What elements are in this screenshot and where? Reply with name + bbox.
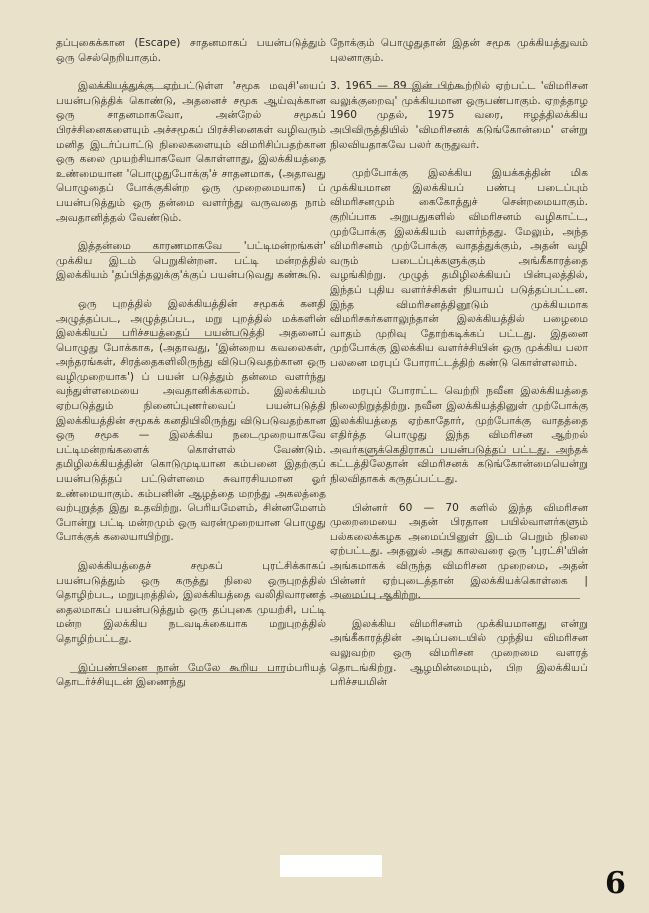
left-column [56, 36, 326, 704]
divider [70, 672, 285, 673]
divider [360, 455, 570, 456]
page-number: 6 [605, 866, 626, 901]
paragraph: இலக்கிய விமரிசனம் முக்கியமானது என்று அங்கீகாரத்தின் அடிப்படையில் முந்திய விமரிசன வலுவற்ற ஒரு விமரிசன முறைமை வளரத் தொடங்கிற்று. ஆழமின்மையும், பிற இலக்கியப் பரிச்சயமின் [330, 617, 588, 689]
paragraph: இலக்கியத்தைச் சமூகப் புரட்சிக்காகப் பயன்படுத்தும் ஒரு கருத்து நிலை ஒருபுறத்தில் தொழிற்பட, மறுபுறத்தில், இலக்கியத்தை வலிதிவாரணத் தைலமாகப் பயன்படுத்தும் ஒரு தப்புகை முயற்சி, பட்டி மன்ற இலக்கிய நடவடிக்கையாக மறுபுறத்தில் தொழிற்பட்டது. [56, 560, 326, 645]
paragraph: நோக்கும் பொழுதுதான் இதன் சமூக முக்கியத்துவம் புலனாகும். [330, 37, 588, 64]
paragraph: பின்னர் 60 — 70 களில் இந்த விமரிசன முறைமையை அதன் பிரதான பயில்வாளர்களும் பல்கலைக்கழக அமைப்பினுள் இடம் பெறும் நிலை ஏற்பட்டது. அதனுல் அது காலவரை ஒரு 'புரட்சி'யின் அங்கமாகக் விருந்த விமரிசன முறைமை, அதன் பின்னர் ஏற்புடைத்தான் இலக்கியக்கொள்கை | அமைப்பு ஆகிற்று. [330, 501, 588, 602]
divider [360, 88, 465, 89]
divider [100, 252, 240, 253]
paragraph: இலக்கியத்துக்கு ஏற்பட்டுள்ள 'சமூக மவுசி'யைப் பயன்படுத்திக் கொண்டு, அதனைச் சமூக ஆய்வுக்கான ஒரு சாதனமாகவோ, அன்றேல் சமூகப் பிரச்சினைகளையும் அச்சமூகப் பிரச்சினைகள் வழிவரும் மனித இடர்ப்பாட்டு நிலைகளையும் விமரிசிப்பதற்கான ஒரு கலை முயற்சியாகவோ கொள்ளாது, இலக்கியத்தை உண்மையான 'பொழுதுபோக்கு'ச் சாதனமாக, (அதாவது பொழுதைப் போக்குகின்ற ஒரு முறைமையாக) ப் பயன்படுத்தும் ஒரு தன்மை வளர்ந்து வருவதை நாம் அவதானித்தல் வேண்டும். [56, 80, 326, 224]
right-column [330, 36, 588, 704]
paragraph: ஒரு புறத்தில் இலக்கியத்தின் சமூகக் கனதி அழுத்தப்பட, அழுத்தப்பட, மறு புறத்தில் மக்களின் இலக்கியப் பரிச்சயத்தைப் பயன்படுத்தி அதனைப் பொழுது போக்காக, (அதாவது, 'இன்றைய கவலைகள், அந்தரங்கள், சிரத்தைகளிலிருந்து விடுபடுவதற்கான ஒரு வழிமுறையாக') ப் பயன் படுத்தும் தன்மை வளர்ந்து வந்துள்ளமையை அவதானிக்கலாம். இலக்கியம் ஏற்படுத்தும் நினைப்புணர்வைப் பயன்படுத்தி இலக்கியத்தின் சமூகக் கனதியிலிருந்து விடுபடுவதற்கான ஒரு சமூக — இலக்கிய நடைமுறையாகவே பட்டிமன்றங்களைக் கொள்ளல் வேண்டும். தமிழிலக்கியத்தின் கொடுமுடியான கம்பனை இதற்குப் பயன்படுத்தப் பட்டுள்ளமை சுவாரசியமான ஓர் உண்மையாகும். கம்பனின் ஆழத்தை மறந்து அகலத்தை வற்புறுத்த இது உதவிற்று. பெரியமேளம், சின்னமேளம் போன்று பட்டி மன்றமும் ஒரு வரன்முறையான பொழுது போக்குக் கலையாயிற்று. [56, 297, 326, 544]
paragraph: தப்புகைக்கான (Escape) சாதனமாகப் பயன்படுத்தும் ஒரு செல்நெறியாகும். [56, 37, 326, 64]
paragraph: இப்பண்பினை நான் மேலே கூறிய பாரம்பரியத் தொடர்ச்சியுடன் இணைந்து [56, 661, 326, 689]
paragraph: இத்தன்மை காரணமாகவே 'பட்டிமன்றங்கள்' முக்கிய இடம் பெறுகின்றன. பட்டி மன்றத்தில் இலக்கியம் 'தப்பித்தலுக்கு'க்குப் பயன்படுவது கண்கூடு. [56, 240, 326, 282]
divider [92, 88, 180, 89]
blank-label-box [280, 855, 382, 877]
paragraph: மரபுப் போராட்ட வெற்றி நவீன இலக்கியத்தை நிலைநிறுத்திற்று. நவீன இலக்கியத்தினுள் முற்போக்கு இலக்கியத்தை ஏற்காதோர், முற்போக்கு வாதத்தை எதிர்த்த பொழுது இந்த விமரிசன ஆற்றல் அவர்களுக்கெதிராகப் பயன்படுத்தப் பட்டது. அந்தக் கட்டத்திலேதான் விமரிசனக் கடுங்கோன்மையென்று நிலவிதாகக் கருதப்பட்டது. [330, 385, 588, 486]
numbered-paragraph: 3. 1965 — 89 இன் பிற்கூற்றில் ஏற்பட்ட 'விமரிசன வலுக்குறைவு' முக்கியமான ஒருபண்பாகும். ஏறத்தாழ 1960 முதல், 1975 வரை, ஈழத்திலக்கிய அபிவிருத்தியில் 'விமரிசனக் கடுங்கோன்மை' என்று நிலவியதாகவே பலர் கருதுவர். [330, 80, 588, 151]
paragraph: முற்போக்கு இலக்கிய இயக்கத்தின் மிக முக்கியமான இலக்கியப் பண்பு படைப்பும் விமரிசனமும் கைகோத்துச் சென்றமையாகும். குறிப்பாக அறுபதுகளில் விமரிசனம் வழிகாட்ட, முற்போக்கு இலக்கியம் வளர்ந்தது. மேலும், அந்த விமரிசனம் முற்போக்கு வாதத்துக்கும், அதன் வழி வரும் படைப்புக்களுக்கும் அங்கீகாரத்தை வழங்கிற்று. முழுத் தமிழிலக்கியப் பின்புலத்தில், இந்தப் புதிய வளர்ச்சிகள் நியாயப் படுத்தப்பட்டன. இந்த விமரிசனத்தினூடும் முக்கியமாக விமரிசகர்களாலுந்தான் இலக்கியத்தில் பழைமை வாதம் முறிவு தோற்கடிக்கப் பட்டது. இதனை முற்போக்கு இலக்கிய வளர்ச்சியின் ஒரு முக்கிய பலா பலனை மரபுப் போராட்டத்திற் கண்டு கொள்ளலாம். [330, 167, 588, 369]
divider [90, 338, 250, 339]
divider [340, 598, 580, 599]
